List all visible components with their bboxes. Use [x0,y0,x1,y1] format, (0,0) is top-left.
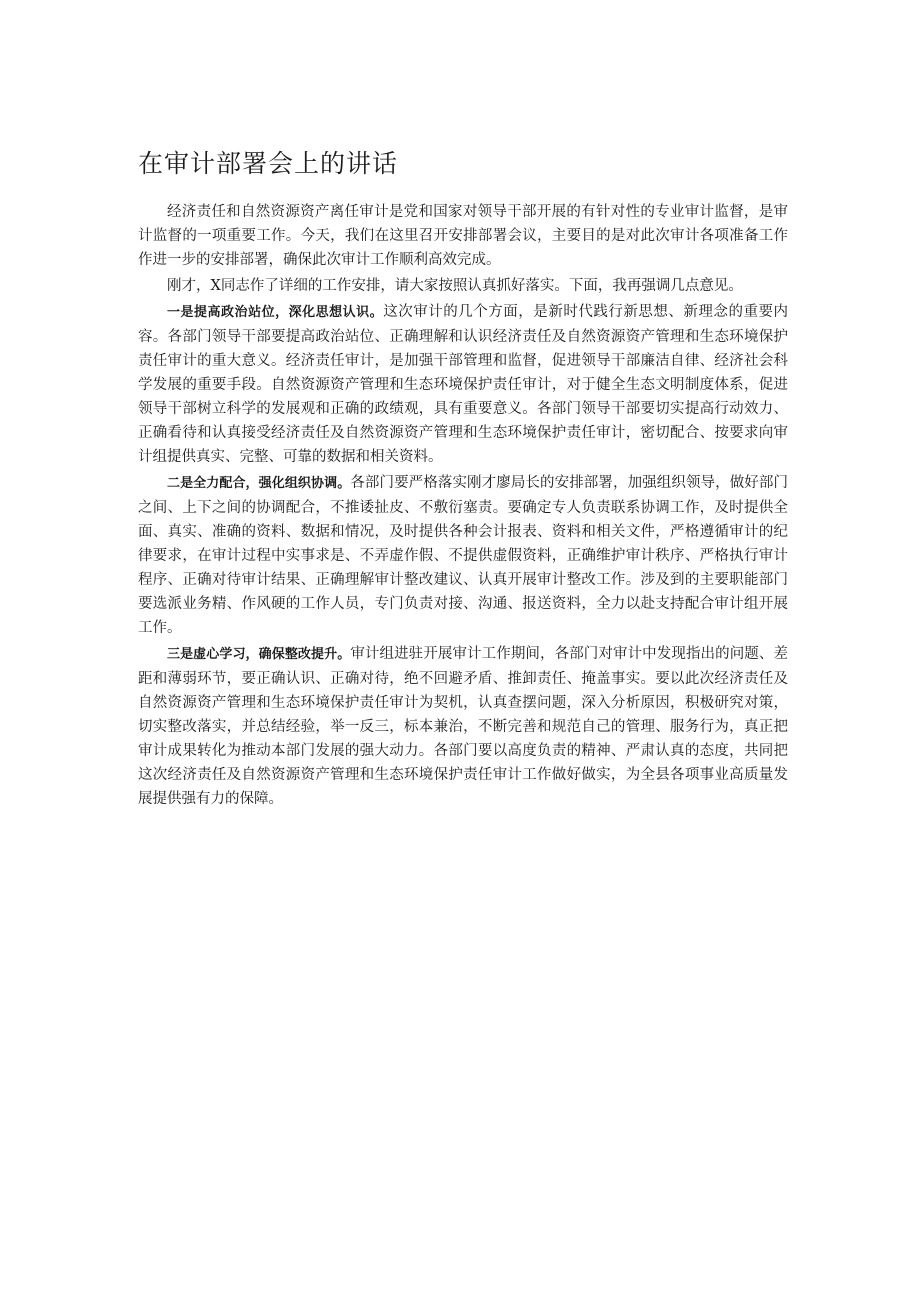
paragraph-point-one [138,300,788,469]
paragraph-point-two [138,471,788,640]
paragraph-text: 这次审计的几个方面，是新时代践行新思想、新理念的重要内容。各部门领导干部要提高政治站位、正确理解和认识经济责任及自然资源资产管理和生态环境保护责任审计的重大意义。经济责任审计，是加强干部管理和监督，促进领导干部廉洁自律、经济社会科学发展的重要手段。自然资源资产管理和生态环境保护责任审计，对于健全生态文明制度体系，促进领导干部树立科学的发展观和正确的政绩观，具有重要意义。各部门领导干部要切实提高行动效力、正确看待和认真接受经济责任及自然资源资产管理和生态环境保护责任审计，密切配合、按要求向审计组提供真实、完整、可靠的数据和相关资料。 [138,304,788,465]
document-title: 在审计部署会上的讲话 [138,149,399,178]
paragraph-transition [138,274,788,298]
paragraph-text: 审计组进驻开展审计工作期间，各部门对审计中发现指出的问题、差距和薄弱环节，要正确认识、正确对待，绝不回避矛盾、推卸责任、掩盖事实。要以此次经济责任及自然资源资产管理和生态环境保护责任审计为契机，认真查摆问题，深入分析原因，积极研究对策，切实整改落实，并总结经验，举一反三，标本兼治，不断完善和规范自己的管理、服务行为，真正把审计成果转化为推动本部门发展的强大动力。各部门要以高度负责的精神、严肃认真的态度，共同把这次经济责任及自然资源资产管理和生态环境保护责任审计工作做好做实，为全县各项事业高质量发展提供强有力的保障。 [138,646,788,807]
paragraph-lead: 三是虚心学习，确保整改提升。 [167,647,351,662]
document-body [138,146,788,813]
paragraph-text: 经济责任和自然资源资产离任审计是党和国家对领导干部开展的有针对性的专业审计监督，是审计监督的一项重要工作。今天，我们在这里召开安排部署会议，主要目的是对此次审计各项准备工作作进一步的安排部署，确保此次审计工作顺利高效完成。 [138,204,788,268]
paragraph-lead: 二是全力配合，强化组织协调。 [167,476,351,491]
paragraph-intro [138,200,788,272]
paragraph-point-three [138,642,788,811]
paragraph-text: 刚才，X同志作了详细的工作安排，请大家按照认真抓好落实。下面，我再强调几点意见。 [167,278,743,294]
paragraph-lead: 一是提高政治站位，深化思想认识。 [167,305,384,320]
paragraph-text: 各部门要严格落实刚才廖局长的安排部署，加强组织领导，做好部门之间、上下之间的协调配合，不推诿扯皮、不敷衍塞责。要确定专人负责联系协调工作，及时提供全面、真实、准确的资料、数据和情况，及时提供各种会计报表、资料和相关文件，严格遵循审计的纪律要求，在审计过程中实事求是、不弄虚作假、不提供虚假资料，正确维护审计秩序、严格执行审计程序、正确对待审计结果、正确理解审计整改建议、认真开展审计整改工作。涉及到的主要职能部门要选派业务精、作风硬的工作人员，专门负责对接、沟通、报送资料，全力以赴支持配合审计组开展工作。 [138,475,788,636]
